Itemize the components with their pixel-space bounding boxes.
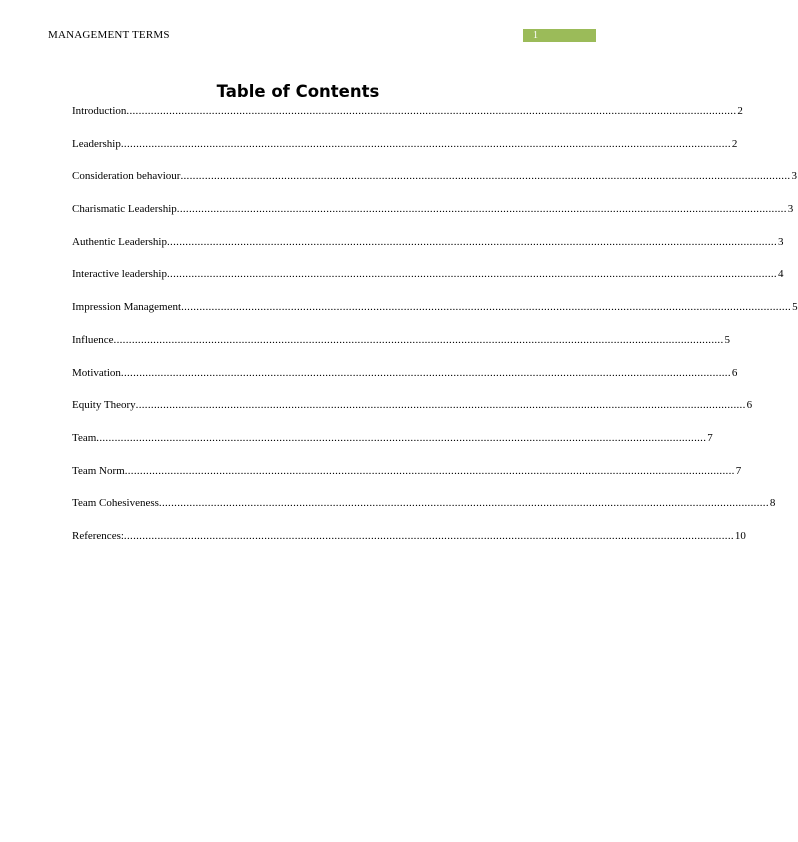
toc-entry-label: Leadership <box>72 137 121 150</box>
toc-entry-label: Introduction <box>72 105 127 117</box>
toc-entry-page: 3 <box>787 203 794 216</box>
toc-entry-label: References: <box>72 529 124 542</box>
toc-entry-label: Team Cohesiveness <box>72 497 159 510</box>
toc-entry-authentic-leadership[interactable] <box>72 235 784 249</box>
toc-entry-label: Consideration behaviour <box>72 170 181 183</box>
page-number: 1 <box>533 30 538 41</box>
toc-entry-label: Equity Theory <box>72 399 136 412</box>
toc-entry-interactive-leadership[interactable] <box>72 267 784 281</box>
toc-entry-impression-management[interactable] <box>72 300 798 314</box>
toc-dot-leader: ........................................................................................................................................................................................................ <box>135 399 746 412</box>
toc-dot-leader: ........................................................................................................................................................................................................ <box>126 105 737 117</box>
toc-entry-consideration-behaviour[interactable] <box>72 169 797 183</box>
toc-dot-leader: ........................................................................................................................................................................................................ <box>124 464 735 477</box>
table-of-contents <box>72 104 798 562</box>
toc-entry-label: Interactive leadership <box>72 268 167 281</box>
toc-dot-leader: ........................................................................................................................................................................................................ <box>167 235 777 248</box>
toc-entry-page: 3 <box>791 170 797 183</box>
toc-dot-leader: ........................................................................................................................................................................................................ <box>113 333 724 346</box>
toc-entry-page: 2 <box>731 137 738 150</box>
toc-entry-motivation[interactable] <box>72 366 738 380</box>
toc-entry-page: 7 <box>735 464 742 477</box>
toc-dot-leader: ........................................................................................................................................................................................................ <box>120 137 731 150</box>
running-header-title: MANAGEMENT TERMS <box>48 29 170 41</box>
toc-entry-introduction[interactable] <box>72 104 743 118</box>
toc-entry-label: Impression Management <box>72 301 182 314</box>
toc-entry-references[interactable] <box>72 529 746 543</box>
toc-entry-page: 3 <box>778 235 784 248</box>
toc-entry-label: Charismatic Leadership <box>72 203 177 216</box>
toc-entry-page: 10 <box>734 529 746 542</box>
toc-dot-leader: ........................................................................................................................................................................................................ <box>166 268 777 281</box>
toc-entry-charismatic-leadership[interactable] <box>72 202 794 216</box>
toc-dot-leader: ........................................................................................................................................................................................................ <box>120 366 731 379</box>
toc-entry-label: Influence <box>72 333 114 346</box>
toc-entry-label: Team Norm <box>72 464 125 477</box>
toc-dot-leader: ........................................................................................................................................................................................................ <box>123 529 734 542</box>
toc-dot-leader: ........................................................................................................................................................................................................ <box>176 203 787 216</box>
toc-entry-team-norm[interactable] <box>72 464 742 478</box>
page-number-box <box>523 29 596 42</box>
toc-entry-page: 5 <box>724 333 731 346</box>
toc-entry-team-cohesiveness[interactable] <box>72 496 776 510</box>
toc-entry-page: 2 <box>737 105 743 117</box>
toc-heading: Table of Contents <box>216 82 380 101</box>
toc-entry-page: 7 <box>707 431 713 444</box>
toc-entry-page: 5 <box>792 301 798 314</box>
toc-dot-leader: ........................................................................................................................................................................................................ <box>96 431 707 444</box>
toc-dot-leader: ........................................................................................................................................................................................................ <box>181 301 792 314</box>
toc-entry-page: 6 <box>731 366 738 379</box>
toc-dot-leader: ........................................................................................................................................................................................................ <box>180 170 791 183</box>
toc-entry-label: Team <box>72 431 97 444</box>
toc-entry-label: Motivation <box>72 366 121 379</box>
toc-entry-page: 4 <box>777 268 784 281</box>
toc-entry-team[interactable] <box>72 431 713 445</box>
toc-entry-label: Authentic Leadership <box>72 235 167 248</box>
toc-entry-equity-theory[interactable] <box>72 398 753 412</box>
toc-dot-leader: ........................................................................................................................................................................................................ <box>158 497 769 510</box>
toc-entry-influence[interactable] <box>72 333 731 347</box>
toc-entry-page: 6 <box>746 399 753 412</box>
toc-entry-leadership[interactable] <box>72 137 738 151</box>
page-header <box>0 0 596 50</box>
toc-entry-page: 8 <box>769 497 776 510</box>
